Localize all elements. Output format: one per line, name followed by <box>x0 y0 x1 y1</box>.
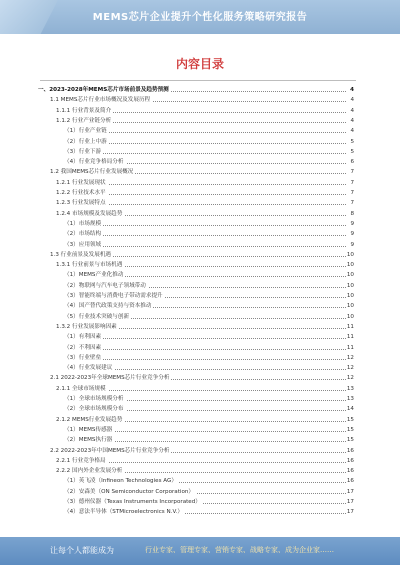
toc-leader-dots <box>64 359 348 360</box>
toc-entry[interactable] <box>0 271 400 280</box>
toc-entry-label: 2.1 2022-2023年全球MEMS芯片行业竞争分析 <box>50 375 170 382</box>
toc-entry[interactable] <box>0 364 400 373</box>
toc-entry-page: 17 <box>346 509 354 516</box>
toc-heading: 内容目录 <box>175 57 224 71</box>
toc-entry-page: 15 <box>346 426 354 433</box>
toc-entry-page: 12 <box>346 375 354 382</box>
toc-entry[interactable] <box>0 395 400 404</box>
toc-entry[interactable] <box>0 447 400 456</box>
toc-entry-page: 10 <box>346 282 354 289</box>
toc-entry-label: （1）MEMS传感器 <box>64 426 113 433</box>
toc-entry-label: 1.2.3 行业发展特点 <box>56 200 106 207</box>
toc-entry-page: 13 <box>346 385 354 392</box>
toc-entry[interactable] <box>0 220 400 229</box>
toc-entry-page: 10 <box>346 293 354 299</box>
toc-leader-dots <box>64 235 348 236</box>
toc-entry-page: 4 <box>346 127 354 136</box>
toc-entry-page: 10 <box>346 262 354 269</box>
toc-entry-label: （3）德州仪器（Texas Instruments Incorporated） <box>64 499 201 505</box>
page-footer <box>0 537 400 565</box>
toc-leader-dots <box>64 338 348 339</box>
toc-entry-page: 5 <box>346 138 354 147</box>
toc-entry-page: 11 <box>346 344 354 351</box>
toc-entry-label: （4）行业发展建议 <box>64 365 113 372</box>
toc-entry-label: 1.3.2 行业发展影响因素 <box>56 323 117 330</box>
toc-entry[interactable] <box>0 199 400 208</box>
toc-entry[interactable] <box>0 179 400 188</box>
toc-entry[interactable] <box>0 138 400 147</box>
toc-entry-label: 1.1 MEMS芯片行业市场概况及发展历程 <box>50 97 151 104</box>
toc-entry-page: 4 <box>346 117 354 126</box>
toc-entry[interactable] <box>0 477 400 486</box>
toc-entry-label: （2）不利因素 <box>64 344 102 351</box>
toc-entry-label: （3）智能终端与消费电子带动需求提升 <box>64 293 163 299</box>
toc-entry-label: 1.2.1 行业发展现状 <box>56 179 106 186</box>
toc-entry[interactable] <box>0 405 400 414</box>
toc-entry-label: （5）行业技术突破与创新 <box>64 313 130 320</box>
toc-entry-page: 7 <box>346 189 354 198</box>
toc-entry[interactable] <box>0 107 400 116</box>
toc-entry[interactable] <box>0 488 400 497</box>
toc-leader-dots <box>64 246 348 247</box>
toc-entry-label: （3）行业下游 <box>64 148 102 155</box>
toc-entry[interactable] <box>0 344 400 353</box>
report-title: MEMS芯片企业提升个性化服务策略研究报告 <box>92 12 308 23</box>
toc-entry-page: 17 <box>346 499 354 505</box>
toc-entry-page: 4 <box>346 107 354 116</box>
toc-entry-page: 13 <box>346 396 354 402</box>
toc-entry-label: （1）有利因素 <box>64 334 102 341</box>
toc-entry-page: 15 <box>346 437 354 444</box>
toc-entry-page: 6 <box>346 158 354 167</box>
toc-entry[interactable] <box>0 210 400 219</box>
footer-slogan: 行业专家、管理专家、营销专家、战略专家、成为企业家…… <box>145 546 334 554</box>
toc-entry-label: 2.1.1 全球市场规模 <box>56 385 106 392</box>
toc-entry-label: （1）英飞凌（Infineon Technologies AG） <box>64 478 177 485</box>
toc-entry[interactable] <box>0 302 400 311</box>
toc-entry-label: 1.2.4 市场规模及发展趋势 <box>56 210 123 217</box>
toc-entry-page: 12 <box>346 354 354 361</box>
toc-entry[interactable] <box>0 436 400 445</box>
toc-entry[interactable] <box>0 385 400 394</box>
toc-entry-page: 7 <box>346 179 354 188</box>
toc-entry-label: （2）全球市场规模分布 <box>64 406 124 413</box>
page-header <box>0 0 400 34</box>
toc-leader-dots <box>64 225 348 226</box>
toc-entry[interactable] <box>0 189 400 198</box>
toc-entry[interactable] <box>0 467 400 476</box>
toc-entry-page: 7 <box>346 199 354 208</box>
toc-entry[interactable] <box>0 426 400 435</box>
footer-text: 让每个人都能成为 <box>50 546 114 555</box>
toc-entry[interactable] <box>0 241 400 250</box>
table-of-contents <box>0 86 400 518</box>
toc-entry[interactable] <box>0 333 400 342</box>
toc-entry-page: 9 <box>346 230 354 239</box>
toc-entry-label: 2.2.2 国内外企业发展分析 <box>56 468 123 475</box>
toc-entry-page: 11 <box>346 323 354 330</box>
toc-entry-label: （3）应用领域 <box>64 241 102 248</box>
toc-entry[interactable] <box>0 282 400 291</box>
toc-entry[interactable] <box>0 313 400 322</box>
toc-entry-page: 10 <box>346 313 354 320</box>
toc-entry-label: （1）市场规模 <box>64 220 102 227</box>
toc-entry-label: （1）MEMS产业化推动 <box>64 272 124 279</box>
toc-entry[interactable] <box>0 117 400 126</box>
toc-entry-label: 1.2 我国MEMS芯片行业发展概况 <box>50 169 134 176</box>
toc-entry-label: （2）MEMS执行器 <box>64 437 113 444</box>
toc-entry-page: 17 <box>346 488 354 495</box>
toc-entry-label: 一、2023-2028年MEMS芯片市场前景及趋势预测 <box>38 87 169 93</box>
toc-leader-dots <box>64 153 348 154</box>
toc-entry-label: 1.3.1 行业前景与市场机遇 <box>56 262 123 269</box>
toc-entry-page: 15 <box>346 416 354 423</box>
toc-entry[interactable] <box>0 96 400 105</box>
toc-entry-label: （2）市场结构 <box>64 231 102 238</box>
toc-entry-label: 2.2 2022-2023年中国MEMS芯片行业竞争分析 <box>50 447 170 454</box>
toc-entry-page: 14 <box>346 406 354 413</box>
toc-entry-page: 16 <box>346 447 354 454</box>
toc-entry[interactable] <box>0 323 400 332</box>
toc-entry-label: （3）行业壁垒 <box>64 354 102 361</box>
toc-entry-page: 9 <box>346 241 354 250</box>
toc-entry[interactable] <box>0 86 400 95</box>
toc-entry-label: 2.1.2 MEMS行业发展趋势 <box>56 416 123 423</box>
toc-entry-page: 4 <box>346 86 354 95</box>
toc-entry[interactable] <box>0 230 400 239</box>
toc-entry-label: 1.1.2 行业产业链分析 <box>56 117 112 124</box>
toc-entry[interactable] <box>0 354 400 363</box>
toc-entry[interactable] <box>0 457 400 466</box>
toc-entry-page: 10 <box>346 251 354 258</box>
toc-entry-label: （1）全球市场规模分析 <box>64 396 124 402</box>
toc-entry-page: 10 <box>346 272 354 279</box>
toc-entry-page: 4 <box>346 96 354 105</box>
toc-entry-label: （4）国产替代政策支持与资本推动 <box>64 303 152 310</box>
toc-entry-page: 16 <box>346 478 354 485</box>
toc-entry-page: 11 <box>346 334 354 341</box>
toc-entry-label: （4）意法半导体（STMicroelectronics N.V.） <box>64 509 183 516</box>
toc-entry-page: 5 <box>346 148 354 157</box>
toc-entry[interactable] <box>0 251 400 260</box>
toc-entry-label: 1.3 行业前景及发展机遇 <box>50 251 112 258</box>
toc-entry[interactable] <box>0 148 400 157</box>
toc-entry-label: （2）行业上中游 <box>64 138 107 145</box>
toc-entry-page: 10 <box>346 303 354 310</box>
toc-entry-page: 8 <box>346 210 354 219</box>
toc-entry-label: （2）物联网与汽车电子领域带动 <box>64 282 146 289</box>
toc-entry-label: （2）安森美（ON Semiconductor Corporation） <box>64 488 195 495</box>
toc-divider <box>40 80 356 81</box>
toc-entry[interactable] <box>0 498 400 507</box>
toc-entry-page: 12 <box>346 365 354 372</box>
toc-entry[interactable] <box>0 261 400 270</box>
toc-entry-label: 1.1.1 行业背景及简介 <box>56 107 112 114</box>
toc-leader-dots <box>64 349 348 350</box>
toc-entry[interactable] <box>0 416 400 425</box>
toc-entry-page: 16 <box>346 457 354 464</box>
toc-entry-page: 16 <box>346 468 354 475</box>
toc-entry-label: （4）行业竞争格局分析 <box>64 159 124 166</box>
toc-entry-label: 1.2.2 行业技术水平 <box>56 190 106 196</box>
toc-entry[interactable] <box>0 158 400 167</box>
toc-entry-label: 2.2.1 行业竞争格局 <box>56 457 106 464</box>
toc-entry[interactable] <box>0 374 400 383</box>
toc-entry[interactable] <box>0 168 400 177</box>
toc-entry[interactable] <box>0 292 400 301</box>
toc-entry[interactable] <box>0 127 400 136</box>
toc-entry[interactable] <box>0 508 400 517</box>
toc-entry-page: 7 <box>346 168 354 177</box>
toc-entry-label: （1）行业产业链 <box>64 128 107 135</box>
toc-entry-page: 9 <box>346 220 354 229</box>
